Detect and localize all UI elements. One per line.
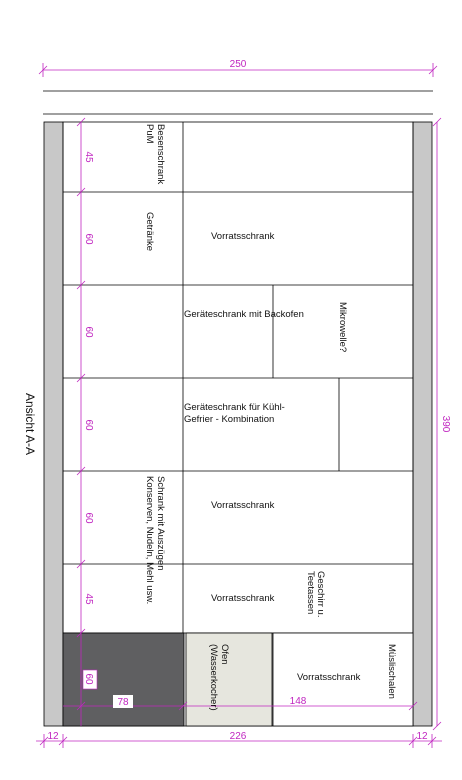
label-ofen: Ofen [219,644,230,665]
dim-bottom-left: 78 [117,697,129,708]
label-pum: PuM [144,124,155,144]
label-getraenke: Getränke [144,212,155,252]
view-title: Ansicht A-A [23,392,37,456]
label-geschirr: Geschirr u. [315,571,326,618]
label-mikrowelle: Mikrowelle? [337,302,348,353]
label-mueslischalen: Müslischalen [386,644,397,699]
dim-row-5: 60 [83,512,94,524]
label-vorrat-bottom: Vorratsschrank [297,672,361,683]
label-teetassen: Teetassen [305,571,316,615]
label-vorrat-row6: Vorratsschrank [211,593,275,604]
dim-right-panel: 12 [416,731,428,742]
dim-row-1: 45 [83,151,94,163]
dim-row-7: 60 [83,673,94,685]
dim-bottom-right: 148 [289,696,307,707]
label-besenschrank: Besenschrank [155,124,166,185]
label-geraet-kuehl-2: Gefrier - Kombination [184,414,275,425]
label-geraet-backofen: Geräteschrank mit Backofen [184,309,304,320]
right-side-panel [413,122,432,726]
right-height-dimension [433,118,451,730]
dim-inner-width: 226 [229,731,247,742]
bottom-dimension-chain [36,731,442,748]
dim-row-3: 60 [83,326,94,338]
dim-row-4: 60 [83,419,94,431]
left-side-panel [44,122,63,726]
label-wasserkocher: (Wasserkocher) [208,644,219,711]
dim-left-panel: 12 [47,731,59,742]
dim-total-width: 250 [229,59,247,70]
dim-row-6: 45 [83,593,94,605]
label-schrank-auszuegen: Schrank mit Auszügen [155,476,166,571]
dim-total-height: 390 [440,415,451,433]
label-vorrat-row2: Vorratsschrank [211,231,275,242]
top-dimension [39,59,437,77]
label-vorrat-row5: Vorratsschrank [211,500,275,511]
label-geraet-kuehl-1: Geräteschrank für Kühl- [184,402,285,413]
label-konserven: Konserven, Nudeln, Mehl usw. [144,476,155,605]
dim-row-2: 60 [83,233,94,245]
